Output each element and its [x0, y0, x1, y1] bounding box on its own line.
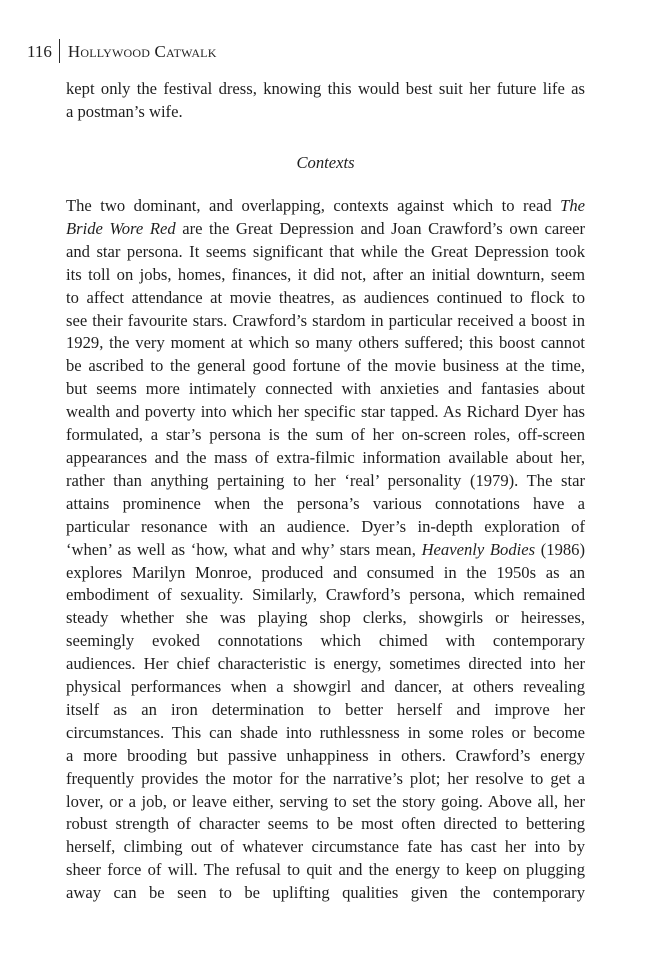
- body-line: embodiment of sexuality. Similarly, Crawford’s persona, which remained: [66, 585, 585, 605]
- body-line: be ascribed to the general good fortune of the movie business at the time,: [66, 356, 585, 376]
- body-line: herself, climbing out of whatever circumstance fate has cast her into by: [66, 837, 585, 857]
- body-line: rather than anything pertaining to her ‘real’ personality (1979). The star: [66, 470, 585, 490]
- body-line: frequently provides the motor for the narrative’s plot; her resolve to get a: [66, 768, 585, 788]
- body-line: circumstances. This can shade into ruthlessness in some roles or become: [66, 722, 585, 742]
- body-line: see their favourite stars. Crawford’s stardom in particular received a boost in: [66, 310, 585, 330]
- body-line: [66, 195, 585, 218]
- intro-line: kept only the festival dress, knowing this would best suit her future life as: [66, 79, 585, 98]
- body-line: attains prominence when the persona’s various connotations have a: [66, 493, 585, 513]
- book-title: Hollywood Catwalk: [67, 41, 217, 61]
- body-paragraph: [66, 195, 585, 905]
- body-line: steady whether she was playing shop clerks, showgirls or heiresses,: [66, 608, 585, 628]
- body-line: [66, 539, 585, 562]
- body-line: audiences. Her chief characteristic is energy, sometimes directed into her: [66, 654, 585, 674]
- film-title-text: Bride Wore Red: [66, 218, 176, 238]
- page-number: 116: [27, 41, 52, 61]
- body-line: and star persona. It seems significant that while the Great Depression took: [66, 241, 585, 261]
- section-heading: Contexts: [296, 153, 355, 172]
- body-line: to affect attendance at movie theatres, as audiences continued to flock to: [66, 287, 585, 307]
- film-title-text: The: [560, 196, 585, 215]
- body-line: formulated, a star’s persona is the sum of her on-screen roles, off-screen: [66, 425, 585, 445]
- body-line: explores Marilyn Monroe, produced and consumed in the 1950s as an: [66, 562, 585, 582]
- body-line: appearances and the mass of extra-filmic information available about her,: [66, 447, 585, 467]
- body-line: [66, 218, 585, 241]
- body-line-text: (1986): [535, 539, 585, 559]
- book-title-text: Heavenly Bodies: [421, 539, 536, 559]
- body-line-text: are the Great Depression and Joan Crawford’s own career: [175, 218, 585, 238]
- body-line: sheer force of will. The refusal to quit and the energy to keep on plugging: [66, 860, 585, 880]
- body-line: a more brooding but passive unhappiness in others. Crawford’s energy: [66, 745, 585, 765]
- running-head: [27, 38, 217, 64]
- body-line: its toll on jobs, homes, finances, it did not, after an initial downturn, seem: [66, 264, 585, 284]
- body-line: but seems more intimately connected with anxieties and fantasies about: [66, 379, 585, 399]
- body-line: lover, or a job, or leave either, serving to set the story going. Above all, her: [66, 791, 585, 811]
- body-line: wealth and poverty into which her specific star tapped. As Richard Dyer has: [66, 402, 585, 422]
- body-line: 1929, the very moment at which so many others suffered; this boost cannot: [66, 333, 585, 353]
- body-line: seemingly evoked connotations which chimed with contemporary: [66, 631, 585, 651]
- body-line: particular resonance with an audience. Dyer’s in-depth exploration of: [66, 516, 585, 536]
- body-line: away can be seen to be uplifting qualities given the contemporary: [66, 883, 585, 903]
- body-line: robust strength of character seems to be most often directed to bettering: [66, 814, 585, 834]
- intro-line: a postman’s wife.: [66, 101, 183, 121]
- body-line-text: ‘when’ as well as ‘how, what and why’ stars mean,: [66, 539, 422, 559]
- intro-paragraph: [66, 78, 585, 124]
- header-divider: [59, 39, 60, 63]
- body-line: physical performances when a showgirl and dancer, at others revealing: [66, 677, 585, 697]
- body-line: itself as an iron determination to better herself and improve her: [66, 699, 585, 719]
- body-line-text: The two dominant, and overlapping, contexts against which to read: [66, 196, 561, 215]
